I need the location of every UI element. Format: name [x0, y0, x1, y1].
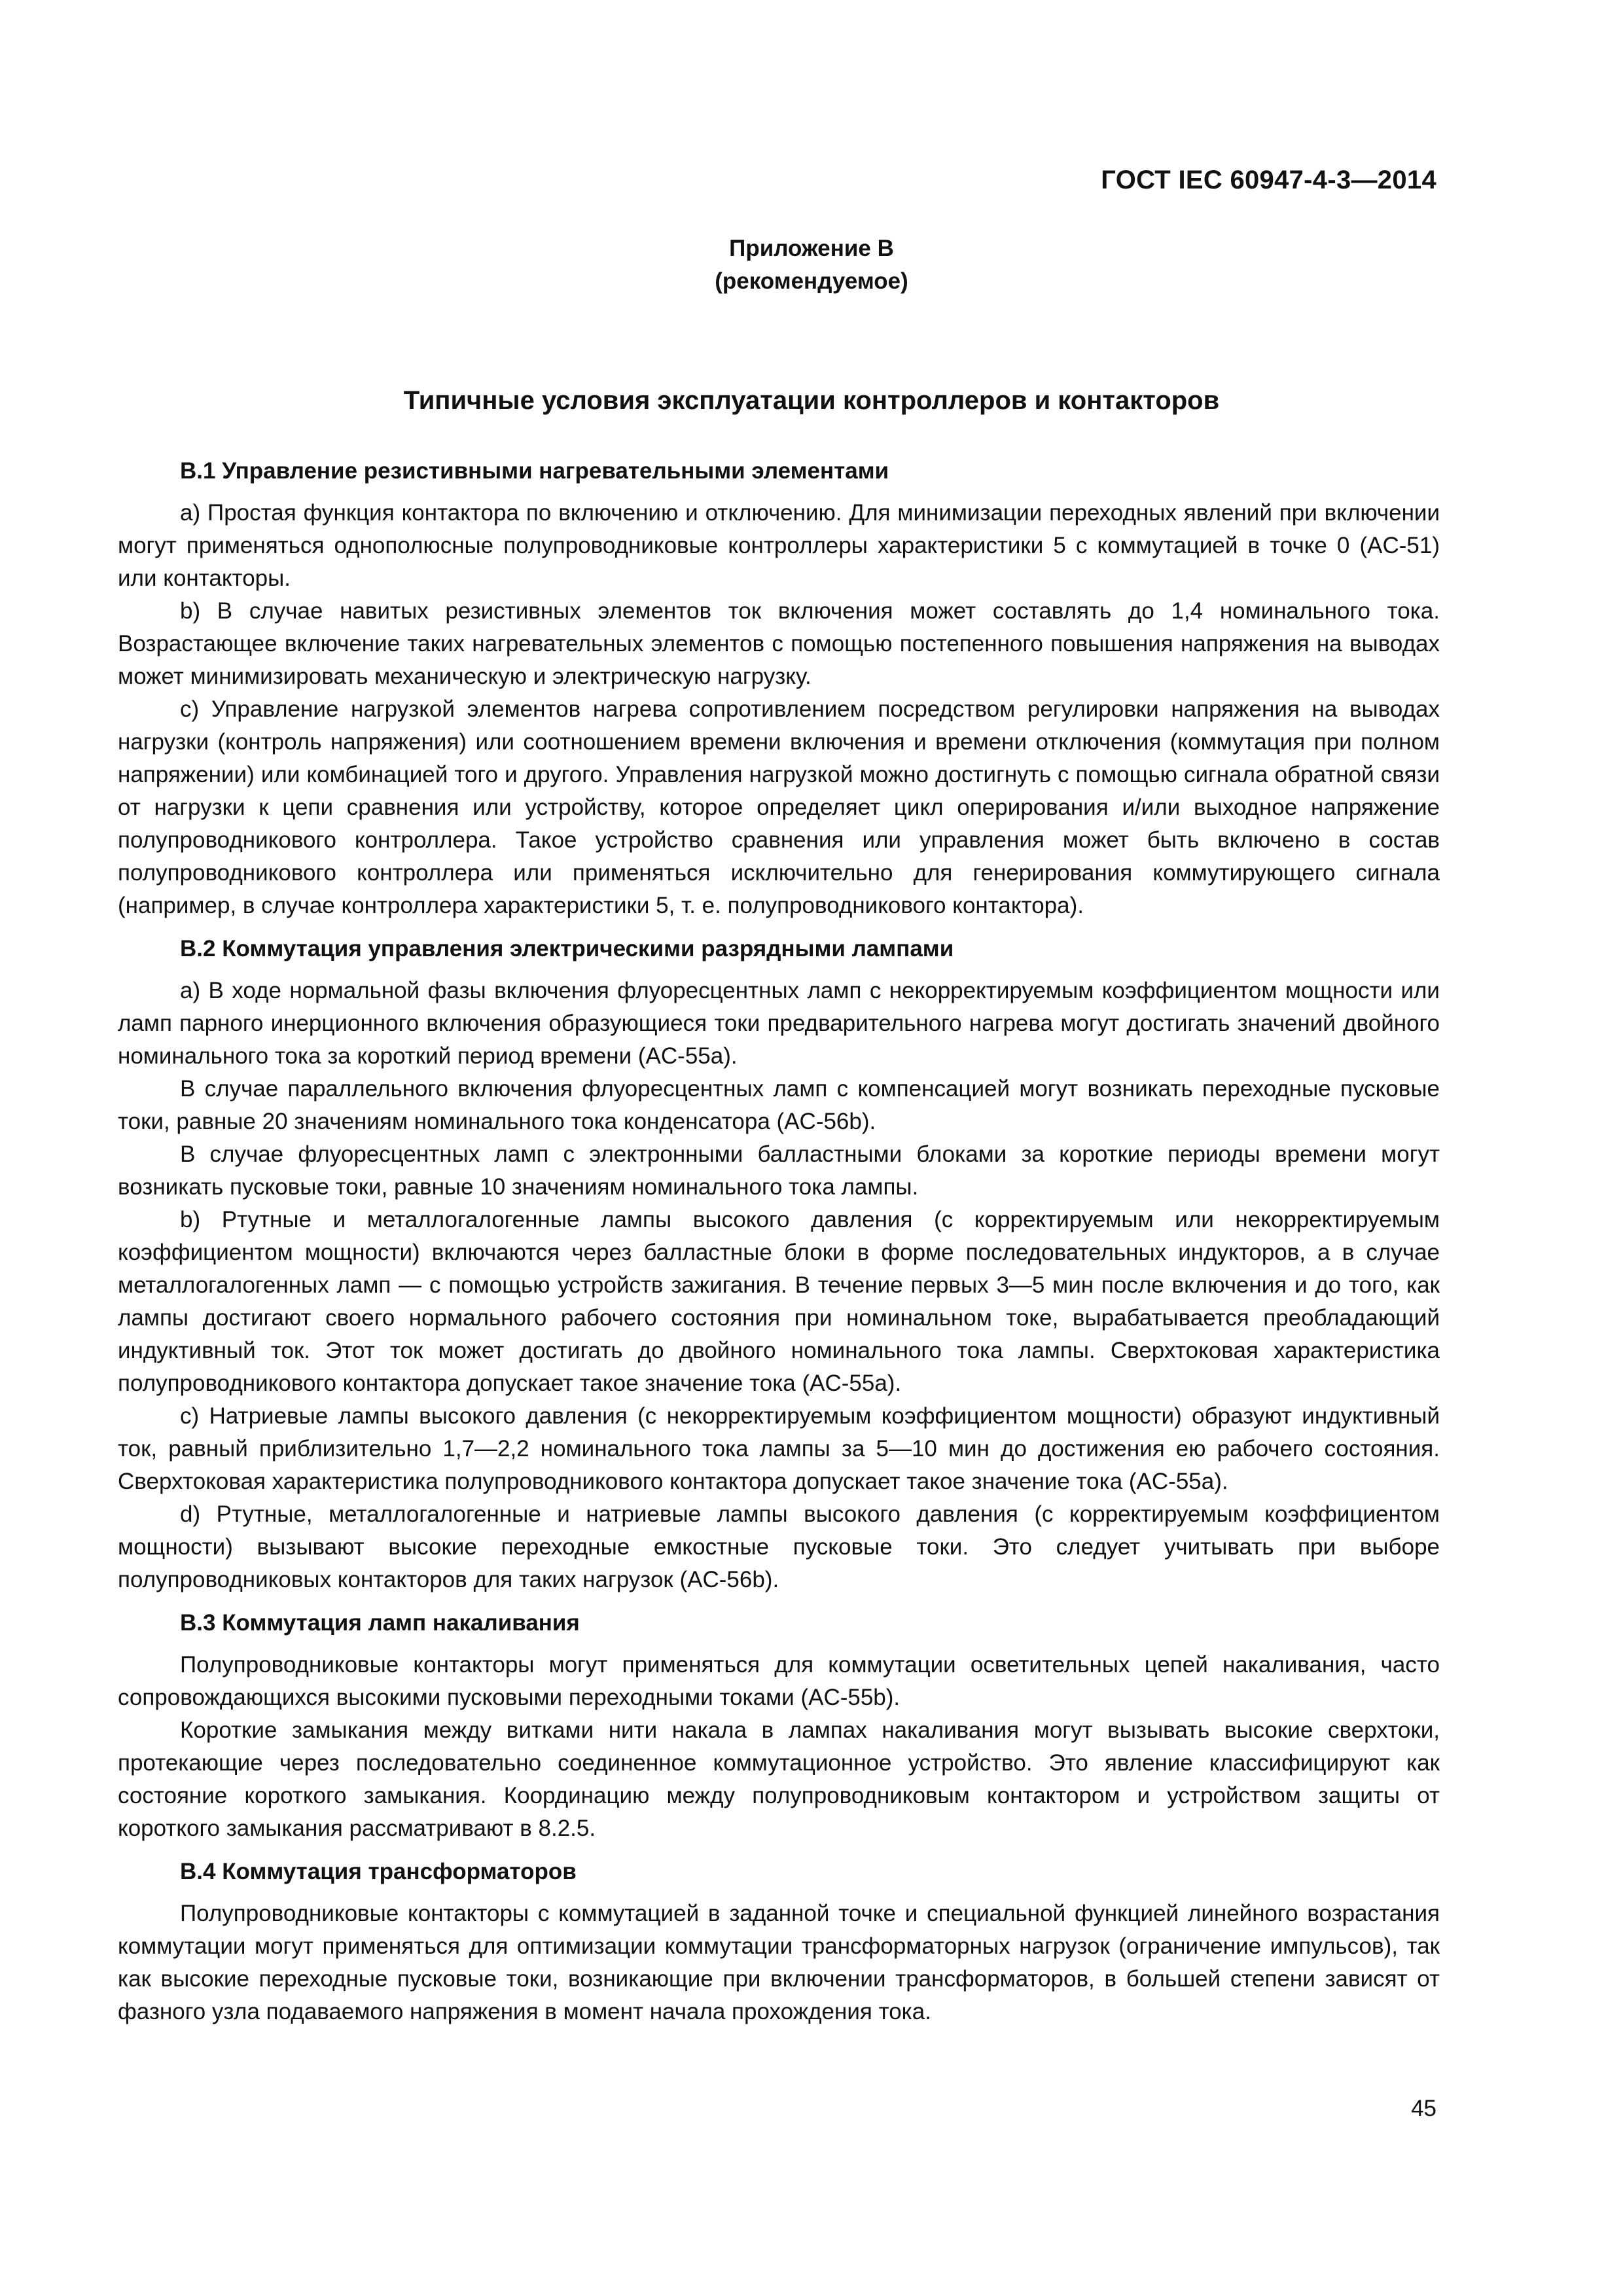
section-b2 [118, 933, 1440, 1596]
section-b1 [118, 455, 1440, 922]
document-body [118, 455, 1440, 2028]
paragraph: b) В случае навитых резистивных элементов ток включения может составлять до 1,4 номинального тока. Возрастающее включение таких нагревательных элементов с помощью постепенного повышения напряжения на выводах может минимизировать механическую и электрическую нагрузку. [118, 598, 1440, 689]
page-number: 45 [1411, 2096, 1436, 2121]
section-heading: В.4 Коммутация трансформаторов [180, 1859, 577, 1884]
paragraph: a) В ходе нормальной фазы включения флуоресцентных ламп с некорректируемым коэффициентом мощности или ламп парного инерционного включения образующиеся токи предварительного нагрева могут достигать значений двойного номинального тока за короткий период времени (AC-55a). [118, 978, 1440, 1069]
annex-label: Приложение В [729, 236, 894, 261]
section-b4 [118, 1856, 1440, 2028]
paragraph: Полупроводниковые контакторы с коммутацией в заданной точке и специальной функцией линейного возрастания коммутации могут применяться для оптимизации коммутации трансформаторных нагрузок (ограничение импульсов), так как высокие переходные пусковые токи, возникающие при включении трансформаторов, в большей степени зависят от фазного узла подаваемого напряжения в момент начала прохождения тока. [118, 1901, 1440, 2024]
paragraph: Полупроводниковые контакторы могут применяться для коммутации осветительных цепей накаливания, часто сопровождающихся высокими пусковыми переходными токами (AC-55b). [118, 1652, 1440, 1710]
paragraph: c) Управление нагрузкой элементов нагрева сопротивлением посредством регулировки напряжения на выводах нагрузки (контроль напряжения) или соотношением времени включения и времени отключения (коммутация при полном напряжении) или комбинацией того и другого. Управления нагрузкой можно достигнуть с помощью сигнала обратной связи от нагрузки к цепи сравнения или устройству, которое определяет цикл оперирования и/или выходное напряжение полупроводникового контроллера. Такое устройство сравнения или управления может быть включено в состав полупроводникового контроллера или применяться исключительно для генерирования коммутирующего сигнала (например, в случае контроллера характеристики 5, т. е. полупроводникового контактора). [118, 696, 1440, 918]
section-heading: В.1 Управление резистивными нагревательными элементами [180, 458, 889, 484]
paragraph: d) Ртутные, металлогалогенные и натриевые лампы высокого давления (с корректируемым коэффициентом мощности) вызывают высокие переходные емкостные пусковые токи. Это следует учитывать при выборе полупроводниковых контакторов для таких нагрузок (AC-56b). [118, 1501, 1440, 1592]
section-heading: В.3 Коммутация ламп накаливания [180, 1610, 580, 1636]
section-b3 [118, 1607, 1440, 1845]
paragraph: b) Ртутные и металлогалогенные лампы высокого давления (с корректируемым или некорректируемым коэффициентом мощности) включаются через балластные блоки в форме последовательных индукторов, а в случае металлогалогенных ламп — с помощью устройств зажигания. В течение первых 3—5 мин после включения и до того, как лампы достигают своего нормального рабочего состояния при номинальном токе, вырабатывается преобладающий индуктивный ток. Этот ток может достигать до двойного номинального тока лампы. Сверхтоковая характеристика полупроводникового контактора допускает такое значение тока (AC-55a). [118, 1207, 1440, 1396]
document-code: ГОСТ IEC 60947-4-3—2014 [1101, 166, 1436, 194]
paragraph: В случае флуоресцентных ламп с электронными балластными блоками за короткие периоды времени могут возникать пусковые токи, равные 10 значениям номинального тока лампы. [118, 1141, 1440, 1200]
annex-status: (рекомендуемое) [715, 268, 908, 294]
paragraph: В случае параллельного включения флуоресцентных ламп с компенсацией могут возникать переходные пусковые токи, равные 20 значениям номинального тока конденсатора (AC-56b). [118, 1076, 1440, 1134]
annex-heading [0, 232, 1623, 298]
paragraph: Короткие замыкания между витками нити накала в лампах накаливания могут вызывать высокие сверхтоки, протекающие через последовательно соединенное коммутационное устройство. Это явление классифицируют как состояние короткого замыкания. Координацию между полупроводниковым контактором и устройством защиты от короткого замыкания рассматривают в 8.2.5. [118, 1717, 1440, 1841]
section-heading: В.2 Коммутация управления электрическими разрядными лампами [180, 936, 954, 961]
paragraph: a) Простая функция контактора по включению и отключению. Для минимизации переходных явлений при включении могут применяться однополюсные полупроводниковые контроллеры характеристики 5 с коммутацией в точке 0 (AC-51) или контакторы. [118, 500, 1440, 591]
paragraph: c) Натриевые лампы высокого давления (с некорректируемым коэффициентом мощности) образуют индуктивный ток, равный приблизительно 1,7—2,2 номинального тока лампы за 5—10 мин до достижения ею рабочего состояния. Сверхтоковая характеристика полупроводникового контактора допускает такое значение тока (AC-55a). [118, 1403, 1440, 1494]
page-title: Типичные условия эксплуатации контроллеров и контакторов [403, 386, 1220, 415]
